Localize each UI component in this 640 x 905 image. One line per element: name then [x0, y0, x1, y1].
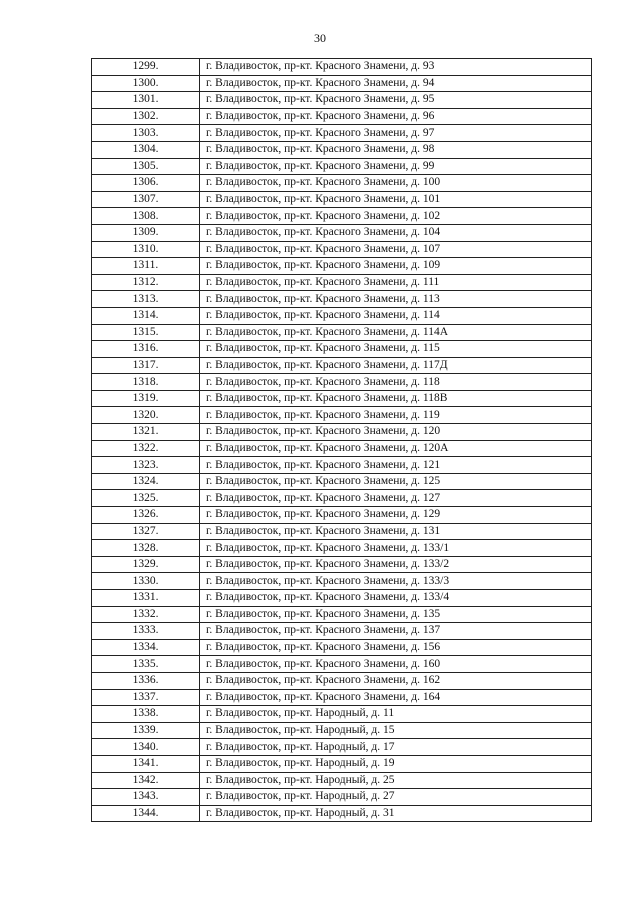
table-row — [92, 241, 592, 258]
address-cell: г. Владивосток, пр-кт. Красного Знамени, д. 99 — [200, 158, 592, 175]
address-cell: г. Владивосток, пр-кт. Красного Знамени, д. 118 — [200, 374, 592, 391]
address-cell: г. Владивосток, пр-кт. Красного Знамени, д. 114 — [200, 307, 592, 324]
address-cell: г. Владивосток, пр-кт. Красного Знамени, д. 109 — [200, 258, 592, 275]
table-row — [92, 390, 592, 407]
table-row — [92, 374, 592, 391]
address-cell: г. Владивосток, пр-кт. Красного Знамени, д. 100 — [200, 175, 592, 192]
address-cell: г. Владивосток, пр-кт. Красного Знамени, д. 135 — [200, 606, 592, 623]
row-number-cell: 1318. — [92, 374, 200, 391]
address-cell: г. Владивосток, пр-кт. Красного Знамени, д. 118В — [200, 390, 592, 407]
table-row — [92, 108, 592, 125]
table-row — [92, 672, 592, 689]
table-row — [92, 357, 592, 374]
address-cell: г. Владивосток, пр-кт. Народный, д. 17 — [200, 739, 592, 756]
table-row — [92, 540, 592, 557]
table-row — [92, 457, 592, 474]
row-number-cell: 1339. — [92, 722, 200, 739]
table-row — [92, 158, 592, 175]
table-row — [92, 307, 592, 324]
address-cell: г. Владивосток, пр-кт. Народный, д. 27 — [200, 789, 592, 806]
table-row — [92, 191, 592, 208]
table-row — [92, 789, 592, 806]
page-number: 30 — [314, 31, 326, 45]
table-row — [92, 573, 592, 590]
row-number-cell: 1302. — [92, 108, 200, 125]
table-row — [92, 623, 592, 640]
row-number-cell: 1313. — [92, 291, 200, 308]
address-cell: г. Владивосток, пр-кт. Красного Знамени, д. 125 — [200, 473, 592, 490]
table-row — [92, 689, 592, 706]
row-number-cell: 1334. — [92, 639, 200, 656]
row-number-cell: 1342. — [92, 772, 200, 789]
table-row — [92, 556, 592, 573]
address-table — [91, 58, 592, 822]
table-row — [92, 175, 592, 192]
address-cell: г. Владивосток, пр-кт. Красного Знамени, д. 160 — [200, 656, 592, 673]
address-cell: г. Владивосток, пр-кт. Красного Знамени, д. 104 — [200, 224, 592, 241]
address-cell: г. Владивосток, пр-кт. Красного Знамени, д. 95 — [200, 92, 592, 109]
table-row — [92, 523, 592, 540]
row-number-cell: 1341. — [92, 755, 200, 772]
table-row — [92, 258, 592, 275]
address-cell: г. Владивосток, пр-кт. Красного Знамени, д. 101 — [200, 191, 592, 208]
table-row — [92, 440, 592, 457]
table-row — [92, 490, 592, 507]
address-cell: г. Владивосток, пр-кт. Красного Знамени, д. 127 — [200, 490, 592, 507]
address-cell: г. Владивосток, пр-кт. Красного Знамени, д. 97 — [200, 125, 592, 142]
row-number-cell: 1319. — [92, 390, 200, 407]
row-number-cell: 1343. — [92, 789, 200, 806]
address-cell: г. Владивосток, пр-кт. Красного Знамени, д. 133/4 — [200, 590, 592, 607]
row-number-cell: 1304. — [92, 141, 200, 158]
table-row — [92, 639, 592, 656]
table-row — [92, 473, 592, 490]
table-row — [92, 125, 592, 142]
address-cell: г. Владивосток, пр-кт. Красного Знамени, д. 94 — [200, 75, 592, 92]
row-number-cell: 1336. — [92, 672, 200, 689]
address-cell: г. Владивосток, пр-кт. Красного Знамени, д. 121 — [200, 457, 592, 474]
table-row — [92, 291, 592, 308]
address-cell: г. Владивосток, пр-кт. Красного Знамени, д. 117Д — [200, 357, 592, 374]
table-row — [92, 722, 592, 739]
table-row — [92, 59, 592, 76]
row-number-cell: 1344. — [92, 805, 200, 822]
row-number-cell: 1327. — [92, 523, 200, 540]
table-row — [92, 507, 592, 524]
table-row — [92, 606, 592, 623]
row-number-cell: 1299. — [92, 59, 200, 76]
address-cell: г. Владивосток, пр-кт. Красного Знамени, д. 131 — [200, 523, 592, 540]
address-cell: г. Владивосток, пр-кт. Народный, д. 31 — [200, 805, 592, 822]
table-row — [92, 141, 592, 158]
table-row — [92, 208, 592, 225]
row-number-cell: 1330. — [92, 573, 200, 590]
table-row — [92, 656, 592, 673]
row-number-cell: 1307. — [92, 191, 200, 208]
table-row — [92, 407, 592, 424]
row-number-cell: 1301. — [92, 92, 200, 109]
address-cell: г. Владивосток, пр-кт. Красного Знамени, д. 98 — [200, 141, 592, 158]
row-number-cell: 1333. — [92, 623, 200, 640]
row-number-cell: 1310. — [92, 241, 200, 258]
row-number-cell: 1329. — [92, 556, 200, 573]
address-cell: г. Владивосток, пр-кт. Красного Знамени, д. 137 — [200, 623, 592, 640]
address-cell: г. Владивосток, пр-кт. Красного Знамени, д. 93 — [200, 59, 592, 76]
row-number-cell: 1335. — [92, 656, 200, 673]
row-number-cell: 1312. — [92, 274, 200, 291]
row-number-cell: 1323. — [92, 457, 200, 474]
address-cell: г. Владивосток, пр-кт. Красного Знамени, д. 102 — [200, 208, 592, 225]
table-row — [92, 224, 592, 241]
row-number-cell: 1325. — [92, 490, 200, 507]
row-number-cell: 1306. — [92, 175, 200, 192]
table-row — [92, 706, 592, 723]
address-cell: г. Владивосток, пр-кт. Народный, д. 25 — [200, 772, 592, 789]
row-number-cell: 1338. — [92, 706, 200, 723]
address-cell: г. Владивосток, пр-кт. Красного Знамени, д. 107 — [200, 241, 592, 258]
row-number-cell: 1337. — [92, 689, 200, 706]
address-cell: г. Владивосток, пр-кт. Красного Знамени, д. 133/3 — [200, 573, 592, 590]
table-row — [92, 772, 592, 789]
address-cell: г. Владивосток, пр-кт. Красного Знамени, д. 133/1 — [200, 540, 592, 557]
address-cell: г. Владивосток, пр-кт. Красного Знамени, д. 96 — [200, 108, 592, 125]
table-row — [92, 590, 592, 607]
row-number-cell: 1328. — [92, 540, 200, 557]
address-cell: г. Владивосток, пр-кт. Красного Знамени, д. 129 — [200, 507, 592, 524]
row-number-cell: 1309. — [92, 224, 200, 241]
address-cell: г. Владивосток, пр-кт. Красного Знамени, д. 111 — [200, 274, 592, 291]
address-cell: г. Владивосток, пр-кт. Красного Знамени, д. 119 — [200, 407, 592, 424]
row-number-cell: 1320. — [92, 407, 200, 424]
address-cell: г. Владивосток, пр-кт. Красного Знамени, д. 120А — [200, 440, 592, 457]
row-number-cell: 1300. — [92, 75, 200, 92]
address-cell: г. Владивосток, пр-кт. Красного Знамени, д. 162 — [200, 672, 592, 689]
table-row — [92, 341, 592, 358]
address-cell: г. Владивосток, пр-кт. Народный, д. 19 — [200, 755, 592, 772]
table-row — [92, 739, 592, 756]
address-cell: г. Владивосток, пр-кт. Красного Знамени, д. 113 — [200, 291, 592, 308]
address-cell: г. Владивосток, пр-кт. Народный, д. 11 — [200, 706, 592, 723]
table-row — [92, 805, 592, 822]
row-number-cell: 1317. — [92, 357, 200, 374]
address-cell: г. Владивосток, пр-кт. Красного Знамени, д. 164 — [200, 689, 592, 706]
row-number-cell: 1303. — [92, 125, 200, 142]
address-cell: г. Владивосток, пр-кт. Красного Знамени, д. 114А — [200, 324, 592, 341]
row-number-cell: 1305. — [92, 158, 200, 175]
row-number-cell: 1324. — [92, 473, 200, 490]
address-cell: г. Владивосток, пр-кт. Народный, д. 15 — [200, 722, 592, 739]
address-cell: г. Владивосток, пр-кт. Красного Знамени, д. 120 — [200, 424, 592, 441]
row-number-cell: 1316. — [92, 341, 200, 358]
row-number-cell: 1331. — [92, 590, 200, 607]
row-number-cell: 1308. — [92, 208, 200, 225]
table-row — [92, 324, 592, 341]
table-row — [92, 755, 592, 772]
table-row — [92, 92, 592, 109]
address-cell: г. Владивосток, пр-кт. Красного Знамени, д. 156 — [200, 639, 592, 656]
row-number-cell: 1321. — [92, 424, 200, 441]
address-table-body — [92, 59, 592, 822]
row-number-cell: 1314. — [92, 307, 200, 324]
table-row — [92, 274, 592, 291]
table-row — [92, 424, 592, 441]
address-cell: г. Владивосток, пр-кт. Красного Знамени, д. 133/2 — [200, 556, 592, 573]
row-number-cell: 1332. — [92, 606, 200, 623]
address-cell: г. Владивосток, пр-кт. Красного Знамени, д. 115 — [200, 341, 592, 358]
row-number-cell: 1340. — [92, 739, 200, 756]
row-number-cell: 1326. — [92, 507, 200, 524]
row-number-cell: 1315. — [92, 324, 200, 341]
row-number-cell: 1322. — [92, 440, 200, 457]
table-row — [92, 75, 592, 92]
row-number-cell: 1311. — [92, 258, 200, 275]
